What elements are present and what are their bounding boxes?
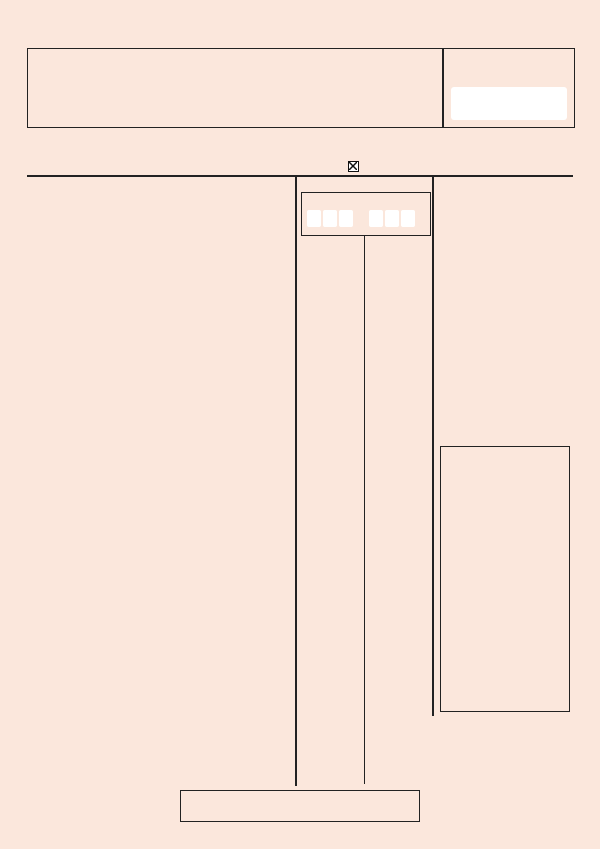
- grading-service-cell[interactable]: [401, 210, 415, 227]
- divider-mid: [432, 176, 434, 716]
- grading-service-cell[interactable]: [369, 210, 383, 227]
- signature-box[interactable]: [451, 87, 567, 120]
- replacement-frame: [440, 446, 570, 712]
- grading-divider: [364, 236, 365, 784]
- expert-code-cell[interactable]: [323, 210, 337, 227]
- expert-code-cell[interactable]: [339, 210, 353, 227]
- grading-service-cell[interactable]: [385, 210, 399, 227]
- mark-sample-icon: [348, 161, 359, 172]
- divider-left: [295, 176, 297, 786]
- divider-top: [27, 175, 573, 177]
- expert-code-cell[interactable]: [307, 210, 321, 227]
- bottom-code-frame: [180, 790, 420, 822]
- header-frame: [27, 48, 443, 128]
